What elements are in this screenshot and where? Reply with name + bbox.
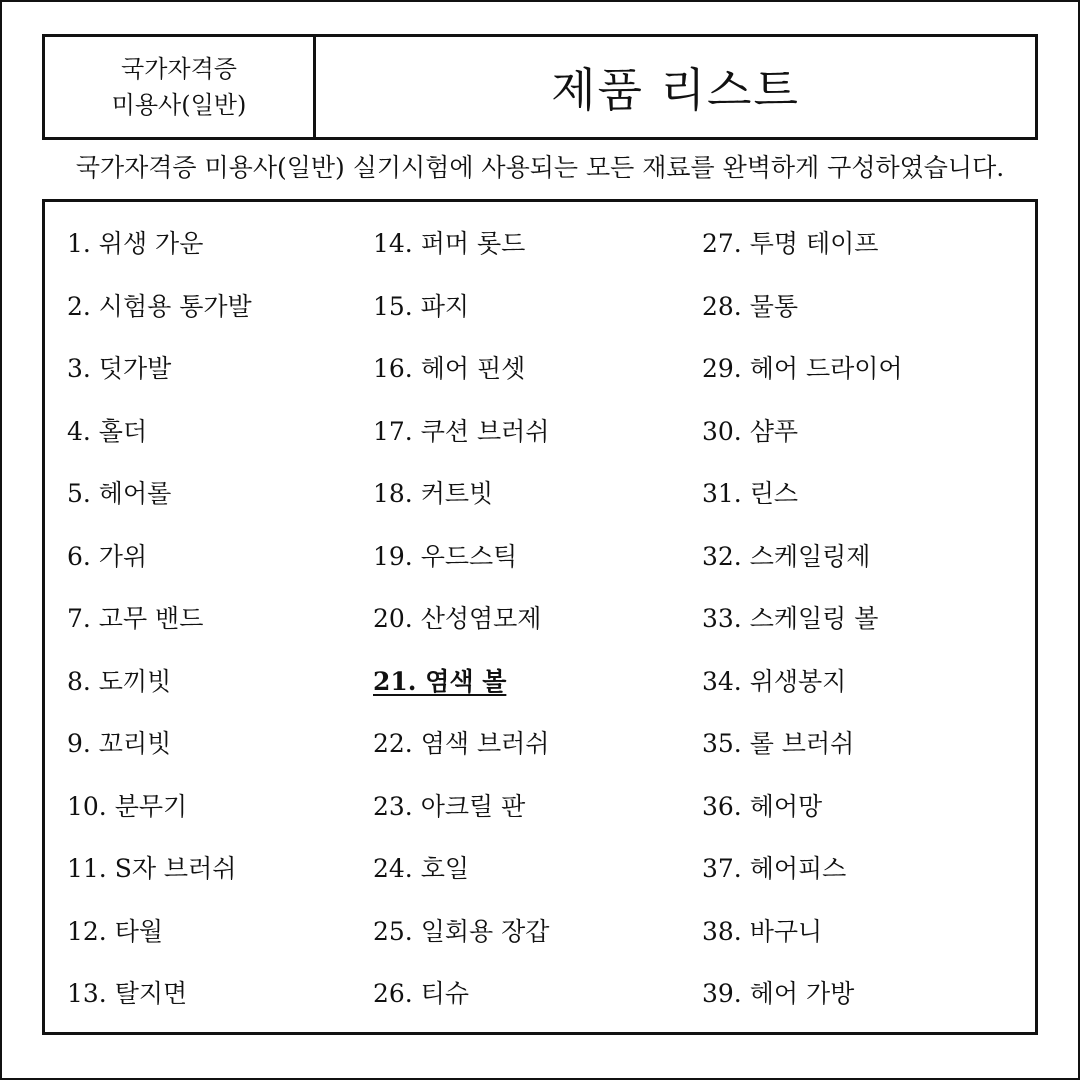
- list-item: 1. 위생 가운: [67, 229, 204, 258]
- list-item: 6. 가위: [67, 541, 148, 571]
- list-item: 12. 타월: [67, 916, 164, 946]
- list-item: 31. 린스: [702, 479, 799, 508]
- list-item: 23. 아크릴 판: [373, 791, 526, 821]
- badge-line-2: 미용사(일반): [111, 91, 247, 119]
- list-item: 24. 호일: [373, 854, 470, 883]
- list-item: 16. 헤어 핀셋: [373, 354, 526, 383]
- list-item: 29. 헤어 드라이어: [702, 354, 903, 383]
- badge-line-1: 국가자격증: [121, 55, 237, 83]
- list-item: 15. 파지: [373, 291, 470, 321]
- page-title: 제품 리스트: [551, 63, 800, 117]
- list-item: 3. 덧가발: [67, 354, 172, 383]
- list-item: 7. 고무 밴드: [67, 604, 204, 633]
- list-item: 2. 시험용 통가발: [67, 291, 252, 321]
- list-item: 20. 산성염모제: [373, 604, 542, 633]
- list-item: 25. 일회용 장갑: [373, 916, 550, 946]
- list-item: 22. 염색 브러쉬: [373, 729, 550, 758]
- list-item: 26. 티슈: [373, 979, 470, 1008]
- list-item-highlighted: 21. 염색 볼: [373, 666, 507, 696]
- list-item: 28. 물통: [702, 291, 799, 321]
- list-item: 14. 퍼머 롯드: [373, 229, 526, 258]
- product-column-3: [702, 216, 903, 1029]
- subtitle: 국가자격증 미용사(일반) 실기시험에 사용되는 모든 재료를 완벽하게 구성하였습니다.: [75, 153, 1005, 182]
- list-item: 9. 꼬리빗: [67, 729, 172, 758]
- header-box: [42, 34, 1038, 140]
- product-column-2: [373, 216, 549, 1029]
- list-item: 4. 홀더: [67, 416, 148, 446]
- list-item: 38. 바구니: [702, 916, 823, 946]
- list-item: 8. 도끼빗: [67, 666, 172, 696]
- product-list: [42, 199, 1038, 1035]
- list-item: 10. 분무기: [67, 791, 188, 821]
- product-column-1: [67, 216, 252, 1029]
- list-item: 36. 헤어망: [702, 791, 823, 821]
- list-item: 18. 커트빗: [373, 479, 494, 508]
- list-item: 5. 헤어롤: [67, 479, 172, 508]
- list-item: 27. 투명 테이프: [702, 229, 879, 258]
- list-item: 19. 우드스틱: [373, 541, 518, 571]
- list-item: 37. 헤어피스: [702, 854, 847, 883]
- list-item: 35. 롤 브러쉬: [702, 729, 855, 758]
- list-item: 11. S자 브러쉬: [67, 854, 237, 883]
- list-item: 17. 쿠션 브러쉬: [373, 416, 550, 446]
- list-item: 34. 위생봉지: [702, 666, 847, 696]
- list-item: 13. 탈지면: [67, 979, 188, 1008]
- list-item: 32. 스케일링제: [702, 541, 871, 571]
- list-item: 30. 샴푸: [702, 416, 799, 446]
- list-item: 39. 헤어 가방: [702, 979, 855, 1008]
- list-item: 33. 스케일링 볼: [702, 604, 879, 633]
- certification-badge: [45, 37, 316, 137]
